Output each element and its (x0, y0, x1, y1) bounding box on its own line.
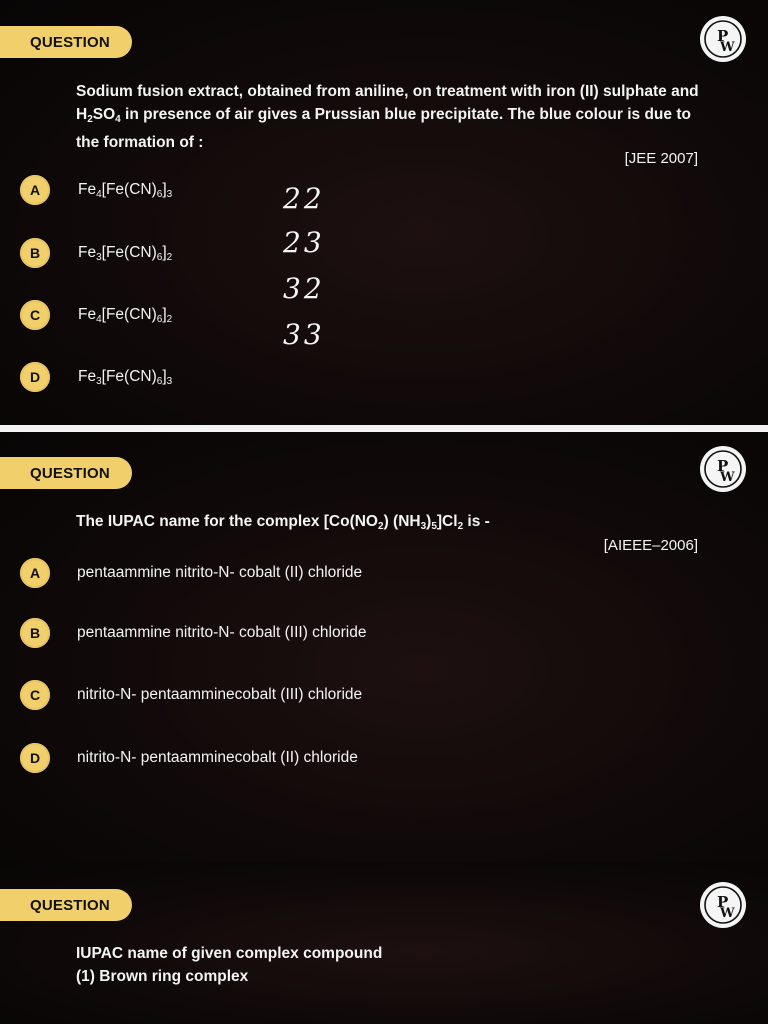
panel-divider (0, 425, 768, 432)
option-d[interactable] (20, 743, 358, 773)
option-badge: B (20, 618, 50, 648)
option-text: $Fe_3[Fe(CN)_6]_2$ (78, 243, 173, 263)
handwritten-note: 23 (283, 226, 325, 259)
option-badge: A (20, 558, 50, 588)
handwritten-note: 33 (283, 318, 325, 351)
option-c[interactable] (20, 300, 172, 330)
option-d[interactable] (20, 362, 172, 392)
option-c[interactable] (20, 680, 362, 710)
handwritten-note: 22 (283, 182, 325, 215)
svg-text:P: P (717, 457, 729, 475)
pw-logo-icon (700, 446, 746, 492)
question-panel-2 (0, 432, 768, 862)
option-badge: C (20, 680, 50, 710)
option-text: $Fe_4[Fe(CN)_6]_2$ (78, 305, 173, 325)
question-tag: QUESTION (0, 26, 132, 58)
option-b[interactable] (20, 238, 172, 268)
question-source: [JEE 2007] (624, 150, 698, 167)
option-badge: A (20, 175, 50, 205)
option-text: nitrito-N- pentaamminecobalt (III) chloride (77, 686, 363, 703)
option-text: $Fe_4[Fe(CN)_6]_3$ (78, 180, 173, 200)
option-text: $Fe_3[Fe(CN)_6]_3$ (78, 367, 173, 387)
pw-logo-icon (700, 882, 746, 928)
option-badge: B (20, 238, 50, 268)
question-tag: QUESTION (0, 457, 132, 489)
option-text: pentaammine nitrito-N- cobalt (III) chloride (77, 624, 367, 641)
option-a[interactable] (20, 558, 362, 588)
svg-text:P: P (717, 893, 729, 911)
option-text: nitrito-N- pentaamminecobalt (II) chloride (77, 749, 358, 766)
question-tag: QUESTION (0, 889, 132, 921)
question-text: The IUPAC name for the complex [$Co(NO_2)$ $(NH_3)_5]Cl_2$ is - (76, 513, 490, 532)
svg-text:W: W (720, 906, 735, 921)
question-text: IUPAC name of given complex compound (1) Brown ring complex (76, 945, 383, 985)
option-a[interactable] (20, 175, 172, 205)
option-text: pentaammine nitrito-N- cobalt (II) chloride (77, 564, 363, 581)
pw-logo-icon (700, 16, 746, 62)
svg-text:W: W (720, 470, 735, 485)
option-b[interactable] (20, 618, 366, 648)
question-text: Sodium fusion extract, obtained from aniline, on treatment with iron (II) sulphate and $H_2SO_4$ in presence of air gives a Prussian blue precipitate. The blue colour is due to the formation of : (76, 83, 699, 151)
svg-text:W: W (720, 40, 735, 55)
question-panel-1 (0, 0, 768, 425)
svg-text:P: P (717, 27, 729, 45)
option-badge: D (20, 362, 50, 392)
option-badge: D (20, 743, 50, 773)
question-source: [AIEEE–2006] (603, 537, 698, 554)
handwritten-note: 32 (283, 272, 325, 305)
option-badge: C (20, 300, 50, 330)
question-panel-3 (0, 862, 768, 1024)
